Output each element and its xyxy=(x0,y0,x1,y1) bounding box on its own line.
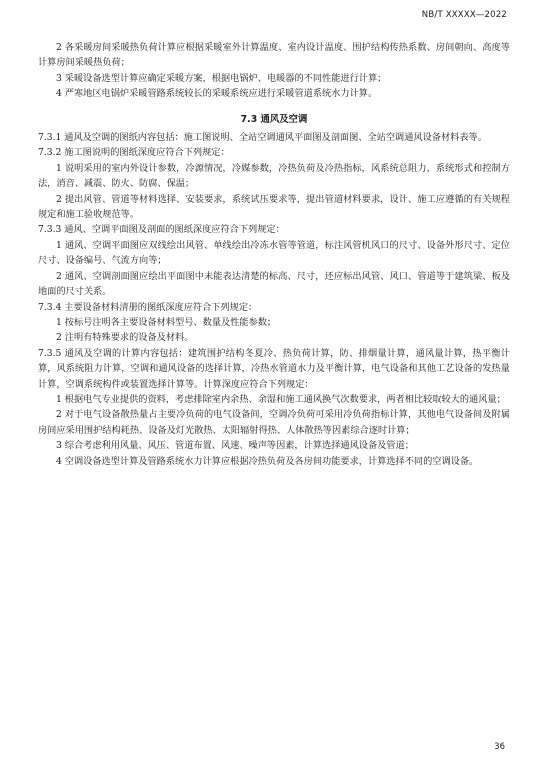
sub-clause: 1 说明采用的室内外设计参数，冷源情况，冷媒参数，冷热负荷及冷热指标，风系统总阻力，系统形式和控制方法，消音、减震、防火、防腐、保温； xyxy=(38,162,510,190)
page-body xyxy=(38,40,510,469)
sub-clause: 1 按标号注明各主要设备材料型号、数量及性能参数； xyxy=(56,316,277,328)
sub-clause: 1 通风、空调平面图应双线绘出风管、单线绘出冷冻水管等管道，标注风管机风口的尺寸、设备外形尺寸、定位尺寸、设备编号、气流方向等； xyxy=(38,239,510,267)
sub-clause: 1 根据电气专业提供的资料，考虑排除室内余热、余湿和施工通风换气次数要求，两者相比较取较大的通风量； xyxy=(56,393,506,405)
sub-clause: 2 提出风管、管道等材料选择、安装要求，系统试压要求等，提出管道材料要求，设计、施工应遵循的有关规程规定和施工验收规范等。 xyxy=(38,193,510,221)
clause: 7.3.2 施工图说明的图纸深度应符合下列规定： xyxy=(38,147,230,159)
clause: 7.3.4 主要设备材料清册的图纸深度应符合下列规定： xyxy=(38,301,258,313)
paragraph: 2 各采暖房间采暖热负荷计算应根据采暖室外计算温度、室内设计温度、围护结构传热系数、房间朝向、高度等计算房间采暖热负荷； xyxy=(38,42,510,69)
section-title: 7.3 通风及空调 xyxy=(240,113,308,125)
page-number: 36 xyxy=(494,742,505,752)
sub-clause: 3 综合考虑利用风量、风压、管道布置、风速、噪声等因素，计算选择通风设备及管道； xyxy=(56,440,414,452)
standard-code-header: NB/T XXXXX—2022 xyxy=(421,10,507,20)
clause: 7.3.3 通风、空调平面图及剖面的图纸深度应符合下列规定： xyxy=(38,224,285,236)
clause: 7.3.5 通风及空调的计算内容包括：建筑围护结构冬夏冷、热负荷计算，防、排烟量计算，通风量计算，热平衡计算，风系统阻力计算，空调和通风设备的选择计算，冷热水管道水力及平衡计算，电气设备和其他工艺设备的发热量计算，空调系统构件或装置选择计算等。计算深度应符合下列规定： xyxy=(38,347,510,390)
paragraph: 4 严寒地区电锅炉采暖管路系统较长的采暖系统应进行采暖管道系统水力计算。 xyxy=(56,88,378,100)
sub-clause: 4 空调设备选型计算及管路系统水力计算应根据冷热负荷及各房间功能要求，计算选择不同的空调设备。 xyxy=(56,455,479,467)
sub-clause: 2 通风、空调剖面图应绘出平面图中未能表达清楚的标高、尺寸，还应标出风管、风口、管道等于建筑梁、板及地面的尺寸关系。 xyxy=(38,270,510,298)
paragraph: 3 采暖设备选型计算应确定采暖方案，根据电锅炉、电暖器的不同性能进行计算； xyxy=(56,72,387,84)
sub-clause: 2 对于电气设备散热量占主要冷负荷的电气设备间，空调冷负荷可采用冷负荷指标计算，其他电气设备间及附属房间应采用围护结构耗热、设备及灯光散热、太阳辐射得热、人体散热等因素综合逐时计算； xyxy=(38,409,510,436)
clause: 7.3.1 通风及空调的图纸内容包括：施工图说明、全站空调通风平面图及剖面图、全站空调通风设备材料表等。 xyxy=(38,132,487,144)
sub-clause: 2 注明有特殊要求的设备及材料。 xyxy=(56,332,194,344)
